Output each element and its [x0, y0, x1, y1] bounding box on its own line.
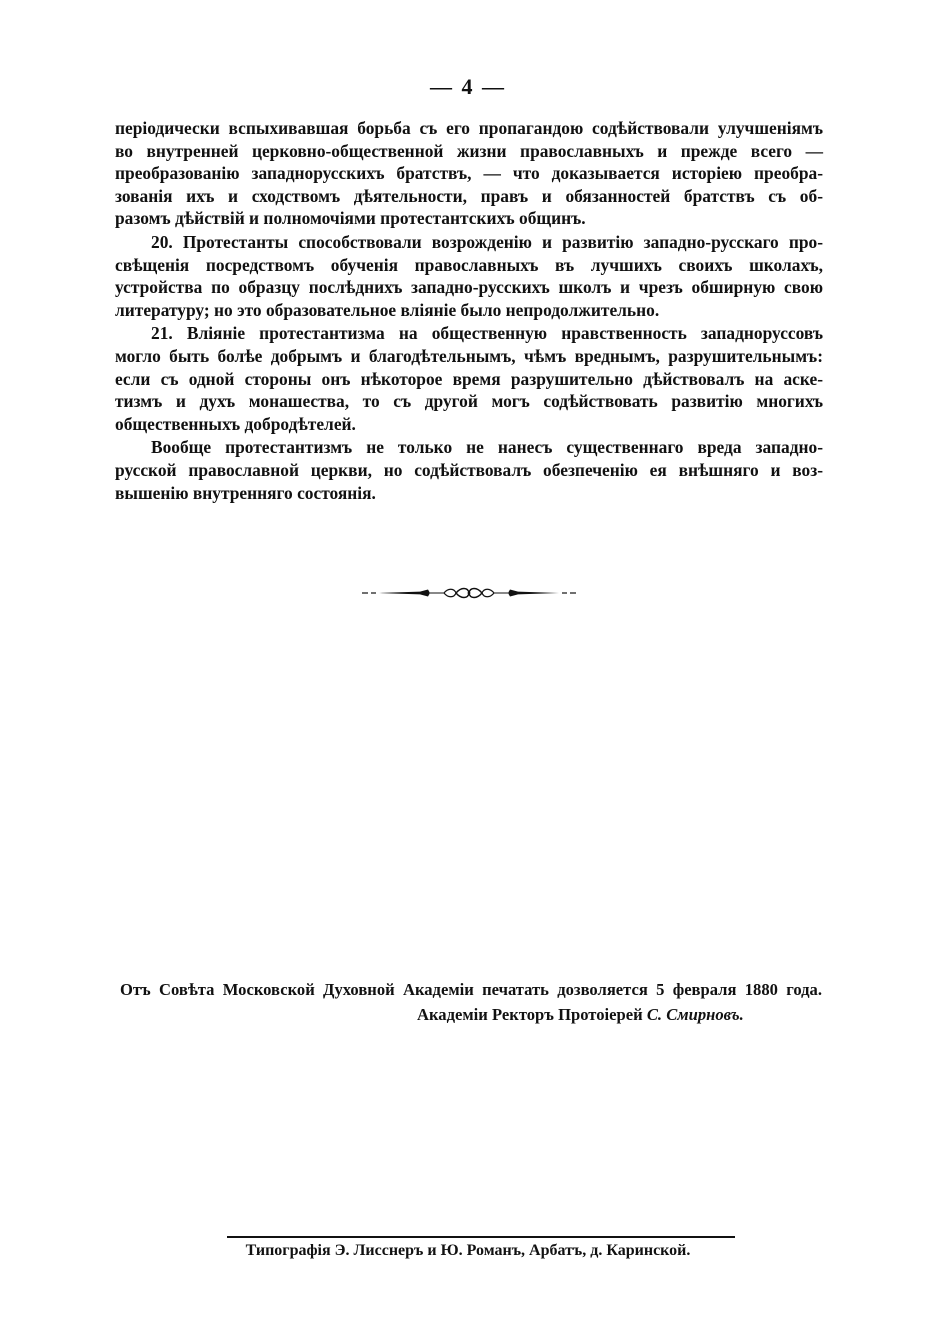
text-line: вышенію внутренняго состоянія.	[115, 482, 376, 503]
text-line: періодически вспыхивавшая борьба съ его пропагандою содѣйствовали улучшеніямъ	[115, 118, 823, 138]
text-line: во внутренней церковно-общественной жизни православныхъ и прежде всего —	[115, 140, 823, 161]
body-text	[115, 117, 823, 505]
printer-footer: Типографія Э. Лисснеръ и Ю. Романъ, Арбатъ, д. Каринской.	[245, 1242, 691, 1259]
text-line: могло быть болѣе добрымъ и благодѣтельнымъ, чѣмъ вреднымъ, разрушительнымъ:	[115, 345, 823, 366]
imprimatur-text: Отъ Совѣта Московской Духовной Академіи печатать дозволяется 5 февраля 1880 года.	[120, 980, 822, 999]
text-line: свѣщенія посредствомъ обученія православныхъ въ лучшихъ своихъ школахъ,	[115, 254, 823, 275]
paragraph-conclusion	[115, 436, 823, 504]
paragraph-21	[115, 322, 823, 435]
text-line: 21. Вліяніе протестантизма на общественную нравственность западноруссовъ	[151, 323, 823, 344]
text-line: Вообще протестантизмъ не только не нанесъ существеннаго вреда западно-	[151, 437, 823, 458]
text-line: общественныхъ добродѣтелей.	[115, 413, 356, 434]
text-line: русской православной церкви, но содѣйствовалъ обезпеченію ея внѣшняго и воз-	[115, 459, 823, 480]
signature-line	[417, 1005, 744, 1025]
text-line: зованія ихъ и сходствомъ дѣятельности, правъ и обязанностей братствъ съ об-	[115, 185, 823, 206]
paragraph-1	[115, 117, 823, 230]
text-line: разомъ дѣйствій и полномочіями протестантскихъ общинъ.	[115, 208, 586, 229]
footer-rule	[227, 1236, 735, 1238]
signature-name: С. Смирновъ.	[646, 1005, 744, 1024]
signature-title: Академіи Ректоръ Протоіерей	[417, 1005, 643, 1024]
text-line: преобразованію западнорусскихъ братствъ, — что доказывается исторіею преобра-	[115, 163, 823, 184]
text-line: устройства по образцу послѣднихъ западно-русскихъ школъ и чрезъ обширную свою	[115, 277, 823, 298]
text-line: литературу; но это образовательное вліяніе было непродолжительно.	[115, 299, 660, 320]
ornament-divider-icon	[362, 585, 576, 601]
text-line: тизмъ и духъ монашества, то съ другой могъ содѣйствовать развитію многихъ	[115, 391, 823, 412]
paragraph-20	[115, 231, 823, 321]
text-line: 20. Протестанты способствовали возрожденію и развитію западно-русскаго про-	[151, 231, 823, 252]
text-line: если съ одной стороны онъ нѣкоторое время разрушительно дѣйствовалъ на аске-	[115, 368, 823, 389]
page-number: — 4 —	[430, 74, 506, 99]
